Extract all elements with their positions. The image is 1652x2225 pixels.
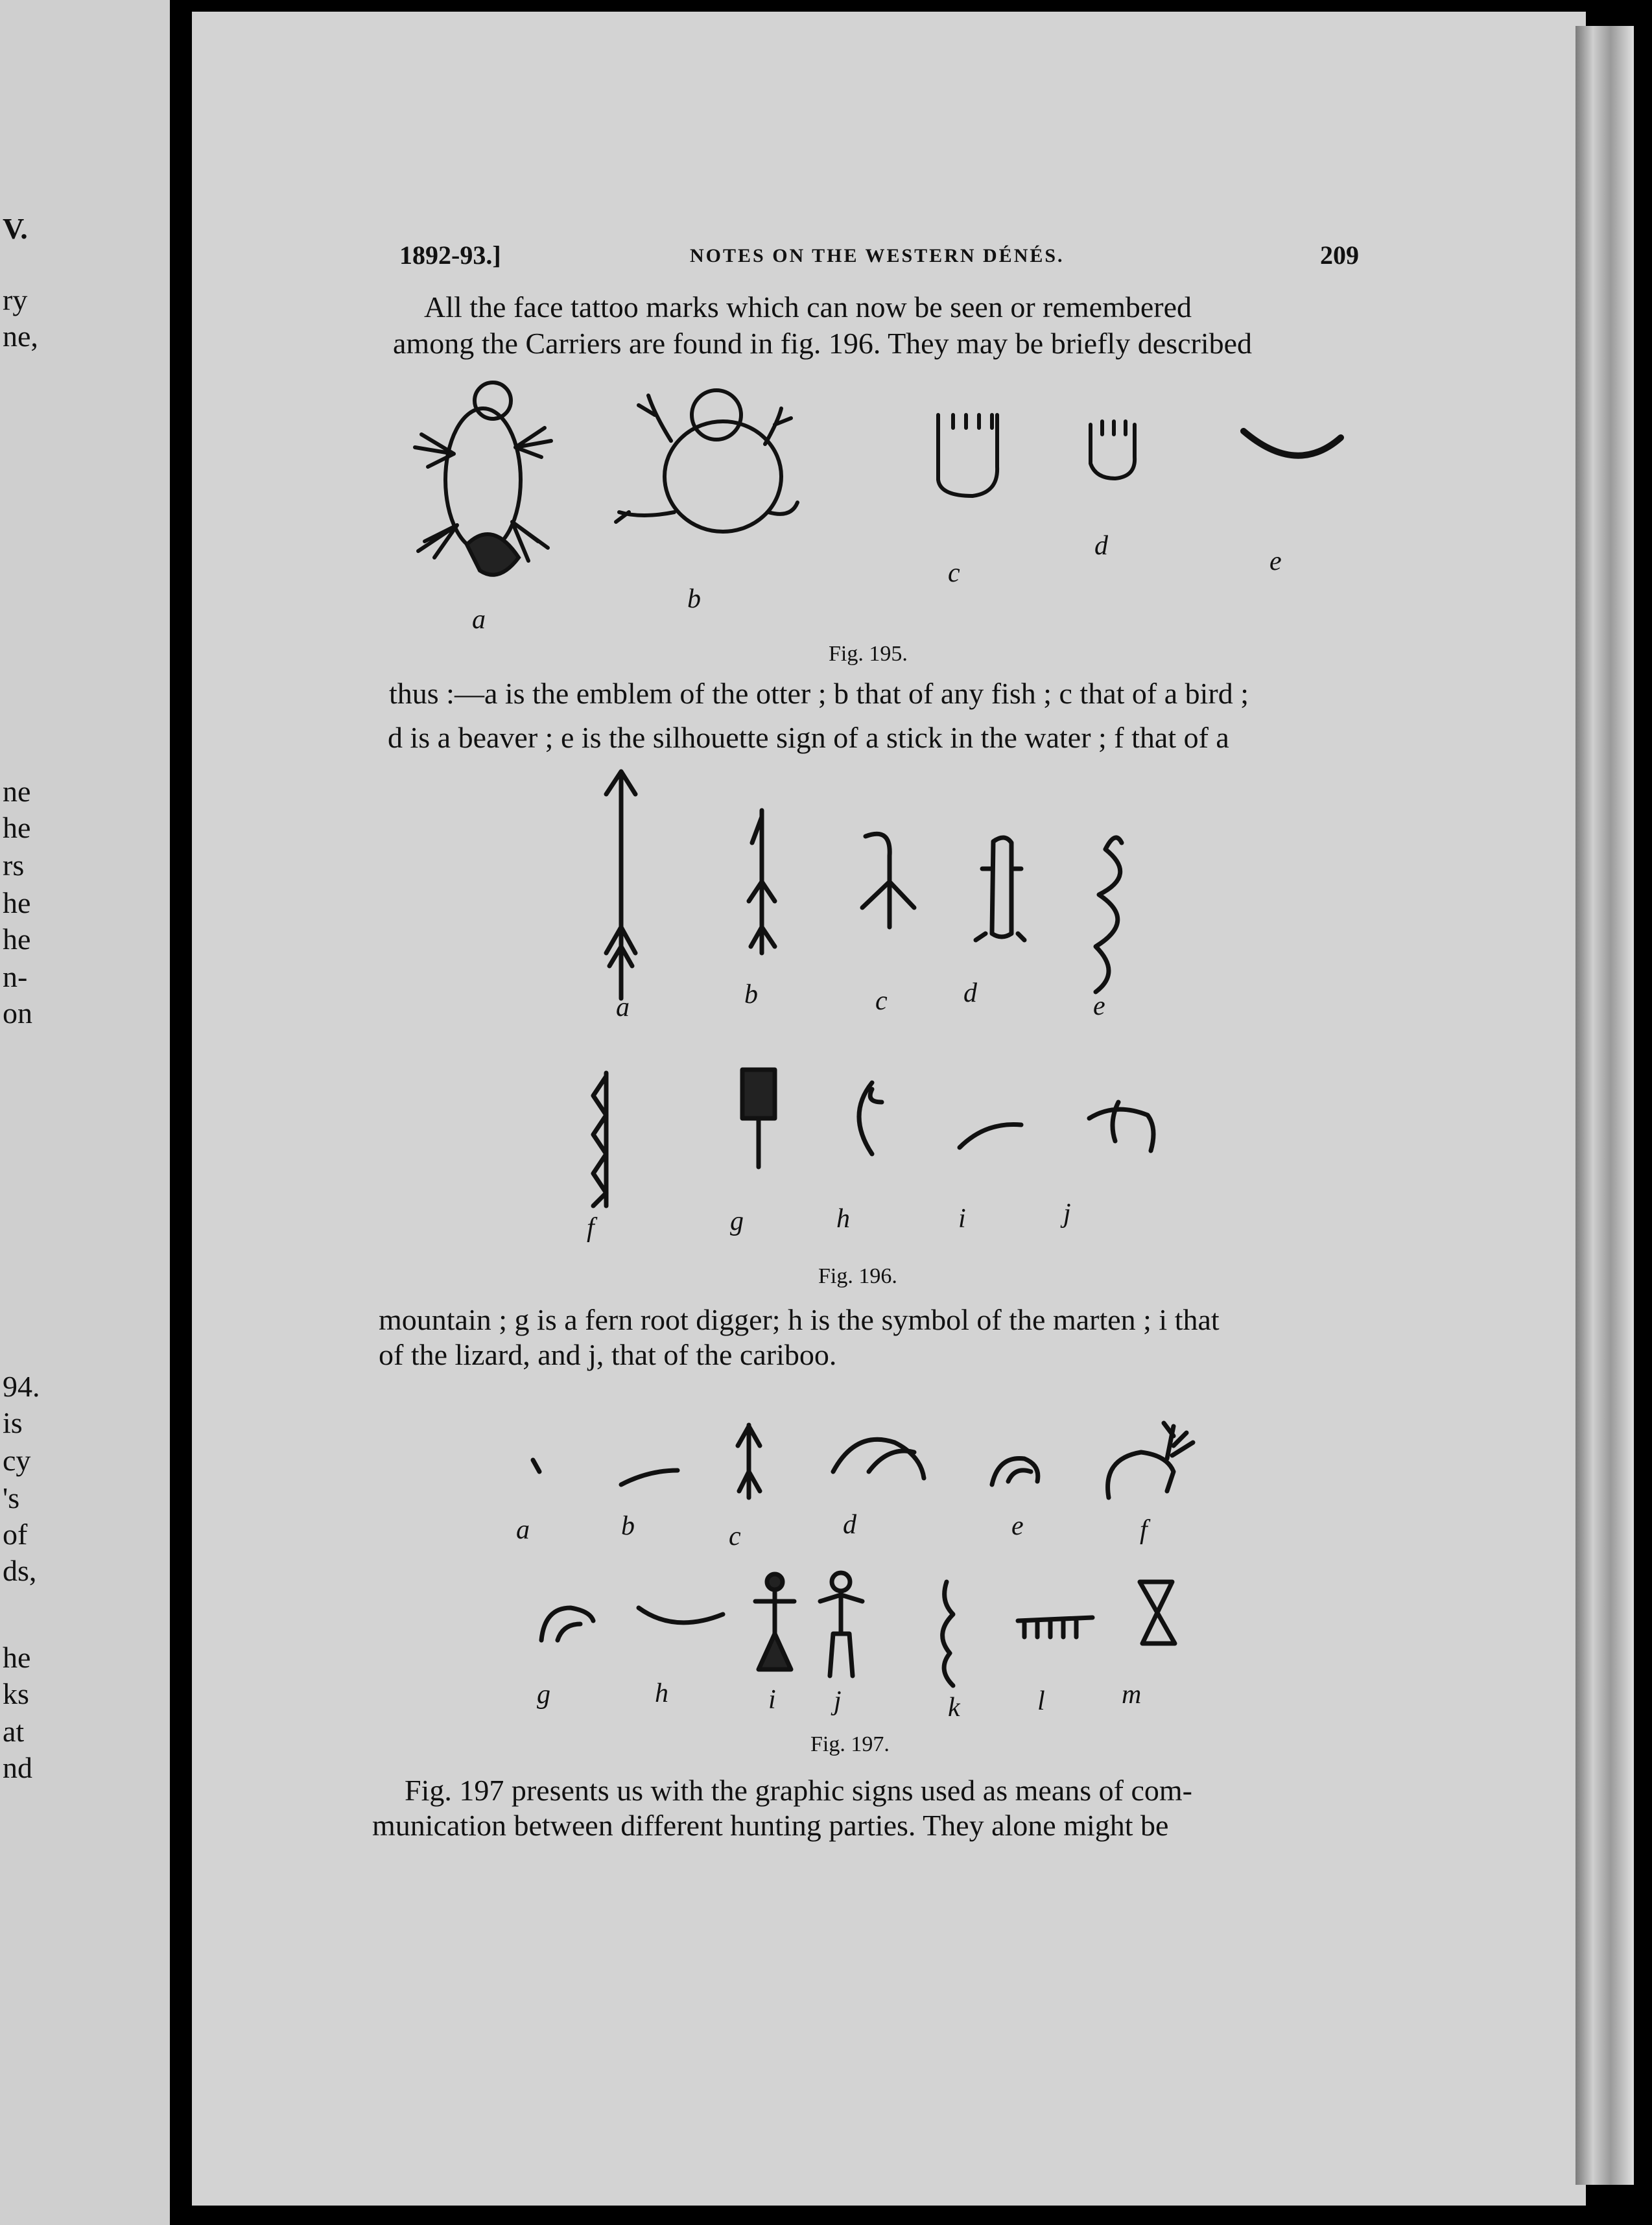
fig196-label-c: c: [875, 986, 888, 1016]
fig197-label-c: c: [729, 1522, 741, 1551]
left-fragment: n-: [3, 960, 28, 993]
fig197-label-d: d: [843, 1510, 856, 1540]
left-fragment: he: [3, 886, 31, 919]
fig197-label-g: g: [537, 1680, 550, 1710]
person-outline-icon: [820, 1592, 862, 1676]
text-line: mountain ; g is a fern root digger; h is the symbol of the marten ; i that: [379, 1303, 1220, 1336]
left-fragment: he: [3, 811, 31, 844]
fig196-label-b: b: [744, 980, 758, 1009]
left-fragment: cy: [3, 1444, 31, 1477]
fig196-label-h: h: [836, 1204, 850, 1234]
left-fragment: is: [3, 1406, 23, 1439]
text-line: of the lizard, and j, that of the cariboo.: [379, 1338, 837, 1371]
left-fragment: V.: [3, 212, 28, 245]
fig197-label-k: k: [948, 1693, 960, 1723]
fig197-label-m: m: [1122, 1680, 1142, 1710]
hunting-sign-f-icon: [1108, 1423, 1193, 1498]
hunting-sign-k-icon: [943, 1582, 953, 1686]
fig197-label-h: h: [655, 1678, 668, 1708]
page-number: 209: [1320, 241, 1359, 270]
left-fragment: nd: [3, 1751, 32, 1784]
comb-icon: [1018, 1618, 1092, 1637]
fig197-label-l: l: [1037, 1686, 1045, 1716]
fig196-label-e: e: [1093, 991, 1105, 1021]
fig195-label-b: b: [687, 584, 701, 614]
left-fragment: ry: [3, 283, 28, 316]
fig197-label-e: e: [1011, 1511, 1024, 1541]
fig196-label-f: f: [587, 1213, 595, 1243]
running-title: NOTES ON THE WESTERN DÉNÉS.: [690, 245, 1065, 266]
header-year: 1892-93.]: [399, 241, 501, 270]
text-line: All the face tattoo marks which can now be seen or remembered: [424, 290, 1192, 324]
left-fragment: he: [3, 923, 31, 956]
fig195-label-e: e: [1269, 547, 1282, 576]
hunting-sign-c-icon: [738, 1425, 760, 1498]
left-fragment: ne: [3, 775, 31, 808]
fig195-label-c: c: [948, 558, 960, 588]
left-fragment: rs: [3, 849, 25, 882]
text-line: d is a beaver ; e is the silhouette sign of a stick in the water ; f that of a: [388, 721, 1229, 754]
left-fragment: of: [3, 1518, 28, 1551]
hunting-sign-h-icon: [639, 1608, 723, 1623]
hunting-sign-a-icon: [533, 1460, 539, 1472]
text-line: Fig. 197 presents us with the graphic signs used as means of com-: [405, 1774, 1192, 1807]
fig196-label-j: j: [1063, 1199, 1071, 1229]
hunting-sign-d-icon: [833, 1439, 924, 1478]
fig197-label-i: i: [768, 1685, 776, 1715]
text-line: munication between different hunting parties. They alone might be: [372, 1809, 1169, 1842]
left-fragment: on: [3, 996, 32, 1030]
person-icon: [755, 1588, 794, 1669]
fig196-label-a: a: [616, 993, 630, 1022]
left-fragment: ks: [3, 1677, 29, 1710]
left-fragment: ne,: [3, 320, 38, 353]
hunting-sign-e-icon: [992, 1459, 1038, 1485]
fig195-label-d: d: [1094, 531, 1108, 561]
fig197-label-a: a: [516, 1515, 530, 1545]
left-fragment: he: [3, 1641, 31, 1674]
fig196-label-d: d: [963, 978, 977, 1008]
fig195-label-a: a: [472, 605, 486, 635]
left-fragment: at: [3, 1715, 25, 1748]
text-line: among the Carriers are found in fig. 196. They may be briefly described: [393, 327, 1253, 360]
fig197-label-j: j: [834, 1686, 842, 1716]
left-fragment: 94.: [3, 1370, 40, 1403]
fig195-caption: Fig. 195.: [829, 642, 908, 666]
fig197-label-f: f: [1140, 1515, 1148, 1545]
fig197-label-b: b: [621, 1511, 635, 1541]
hunting-sign-g-icon: [541, 1608, 593, 1640]
left-fragment: ds,: [3, 1554, 37, 1587]
fig197-caption: Fig. 197.: [810, 1732, 890, 1756]
fig196-label-i: i: [958, 1204, 966, 1234]
hourglass-icon: [1140, 1582, 1175, 1643]
left-fragment: 's: [3, 1481, 20, 1514]
fig196-caption: Fig. 196.: [818, 1264, 897, 1288]
hunting-sign-b-icon: [621, 1470, 678, 1485]
text-line: thus :—a is the emblem of the otter ; b that of any fish ; c that of a bird ;: [389, 677, 1249, 710]
fig196-label-g: g: [730, 1207, 744, 1236]
